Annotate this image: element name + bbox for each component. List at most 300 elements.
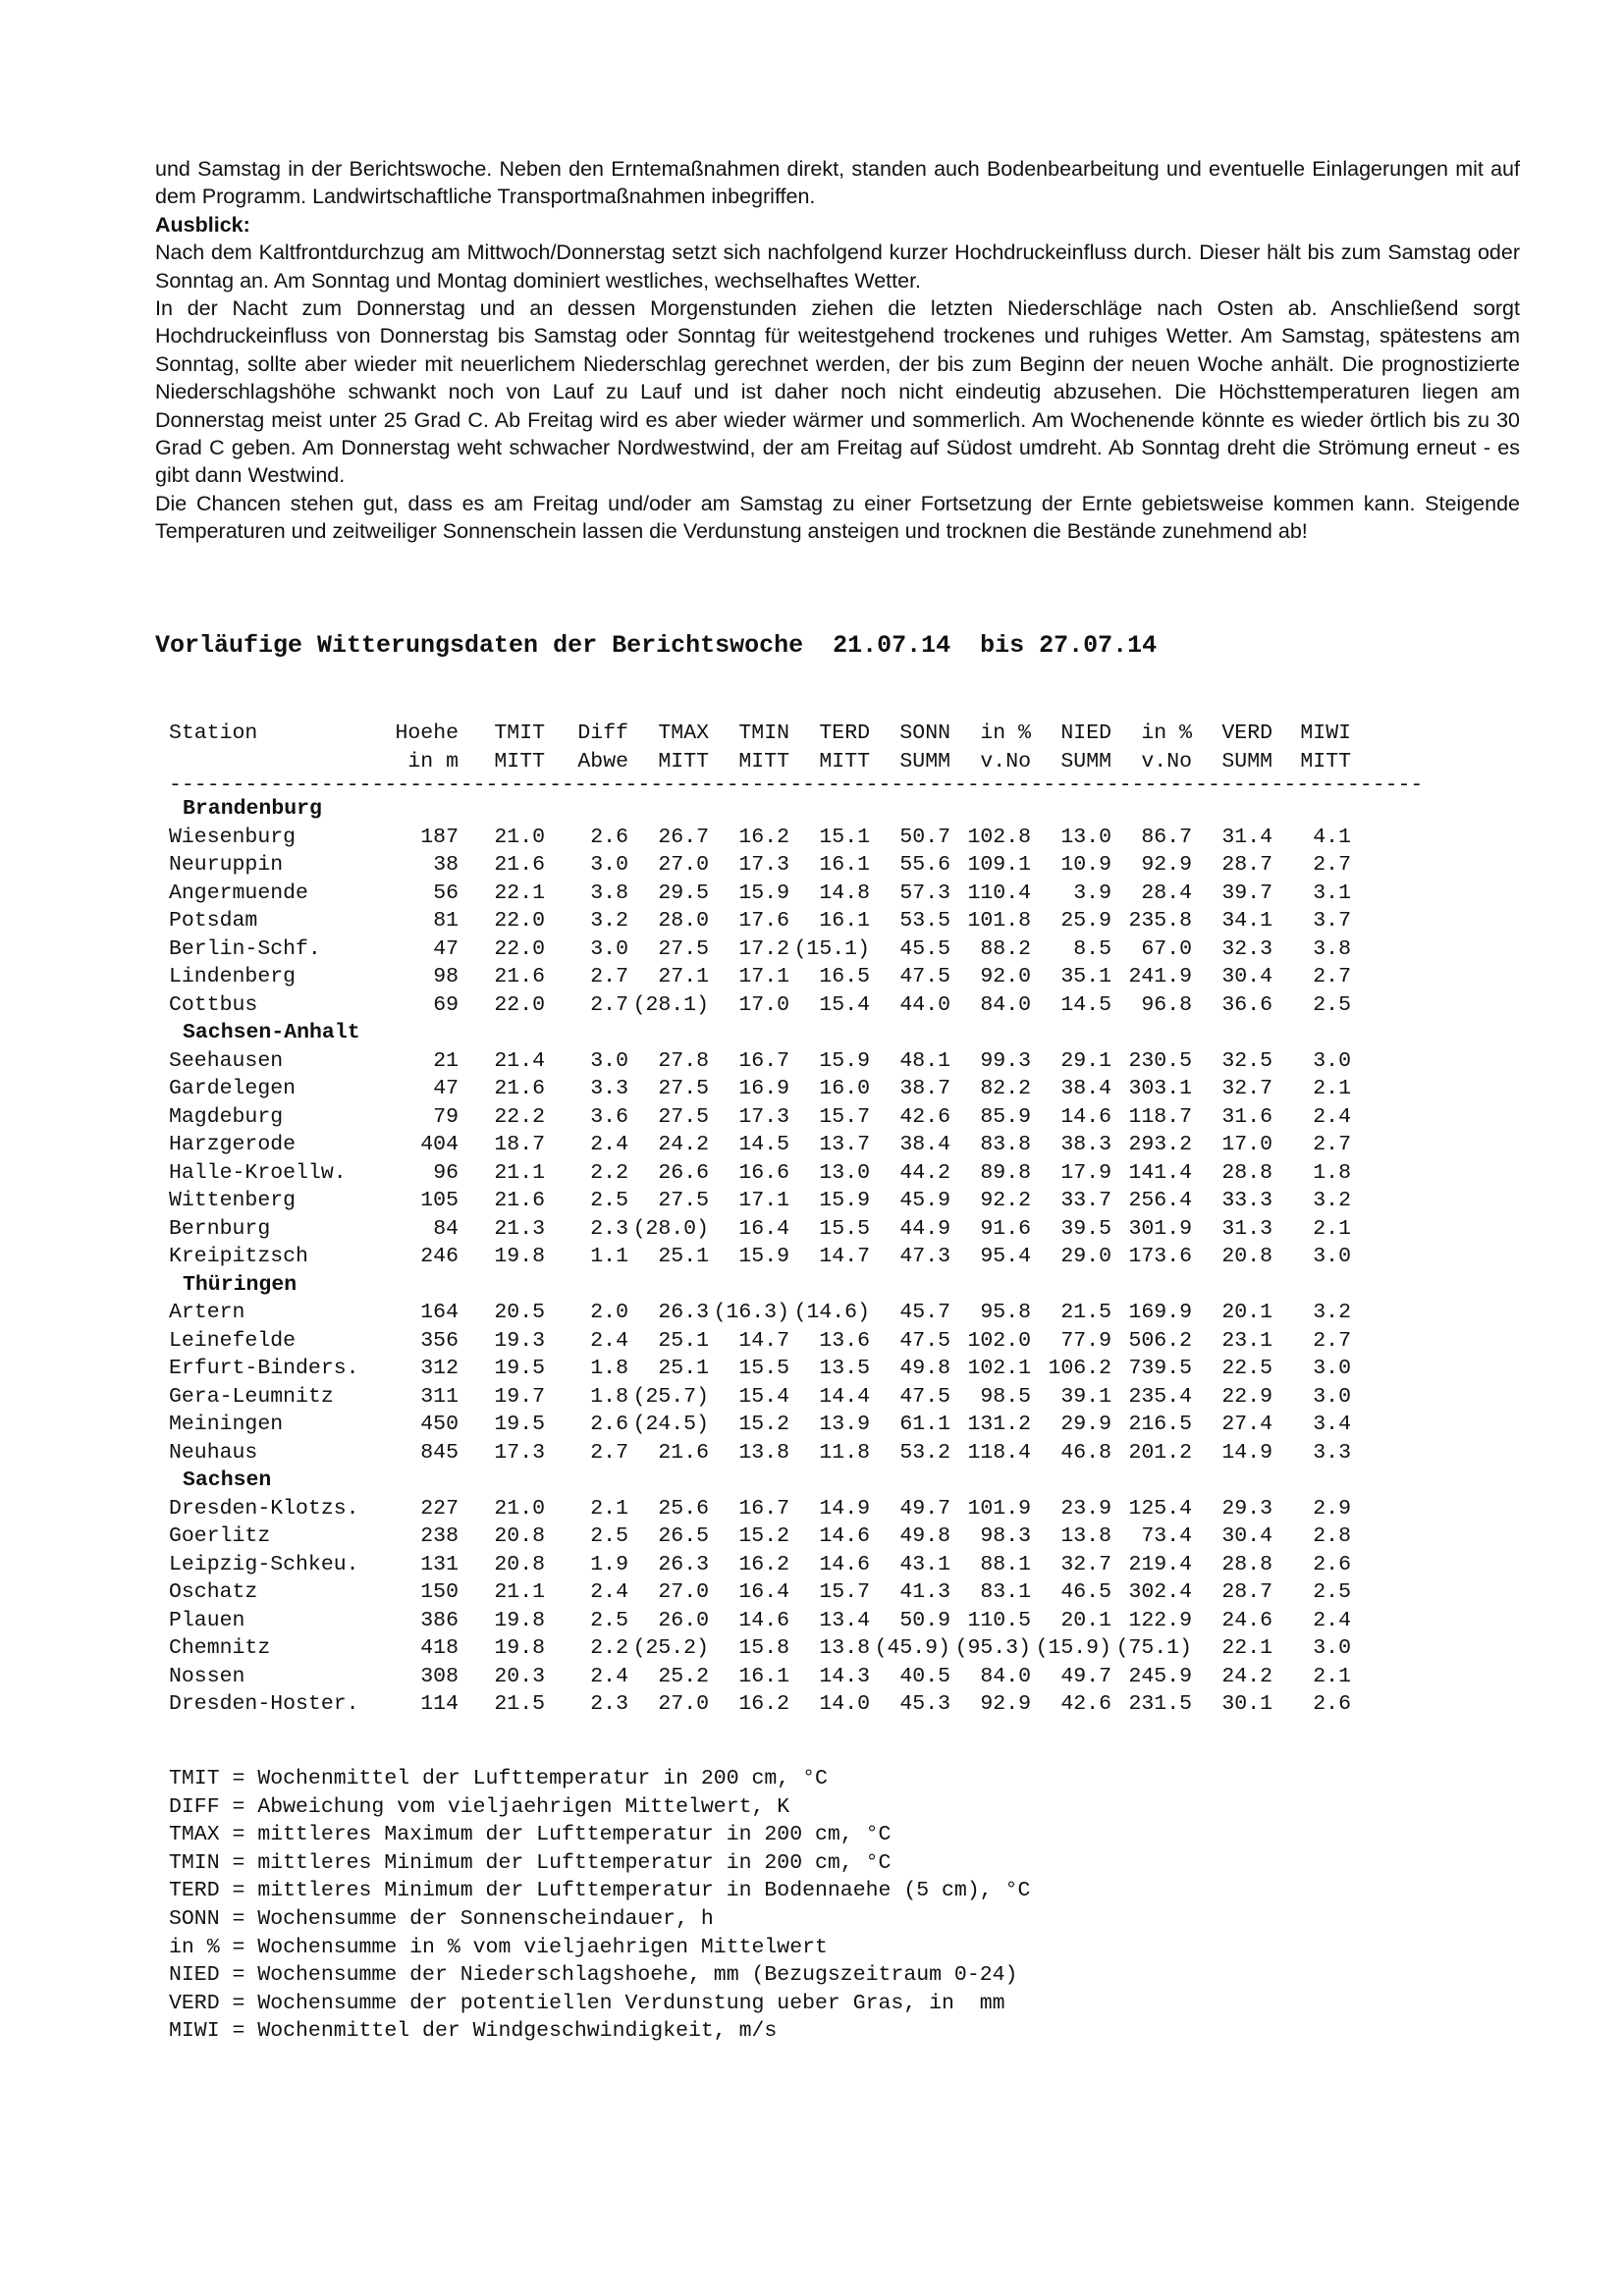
cell-sonn-pct: 101.9: [967, 1496, 1031, 1521]
cell-tmin: 15.2: [738, 1524, 789, 1548]
cell-miwi: 2.7: [1313, 965, 1351, 988]
cell-tmax: 26.3: [658, 1301, 709, 1324]
table-header-row: [169, 748, 1485, 776]
cell-sonn-pct: 102.0: [967, 1328, 1031, 1353]
cell-nied-pct: 73.4: [1141, 1524, 1192, 1548]
cell-sonn: 49.8: [899, 1357, 950, 1380]
cell-sonn-pct: 102.1: [967, 1357, 1031, 1380]
cell-tmit: 21.3: [494, 1216, 545, 1241]
cell-hoehe: 131: [420, 1552, 459, 1576]
cell-terd: MITT: [819, 749, 870, 774]
cell-verd: 28.8: [1221, 1552, 1272, 1576]
cell-hoehe: 164: [420, 1301, 459, 1324]
cell-nied: 46.5: [1060, 1580, 1111, 1604]
cell-sonn: 53.5: [899, 909, 950, 933]
cell-terd: 11.8: [819, 1440, 870, 1465]
table-row: [169, 1690, 1485, 1719]
cell-hoehe: 79: [433, 1104, 459, 1129]
cell-tmit: 22.0: [494, 992, 545, 1017]
cell-station: Oschatz: [169, 1580, 258, 1604]
cell-diff: 2.7: [590, 965, 628, 988]
cell-verd: 27.4: [1221, 1413, 1272, 1436]
cell-miwi: 3.3: [1313, 1440, 1351, 1465]
cell-hoehe: in m: [407, 749, 459, 774]
cell-miwi: 2.5: [1313, 1580, 1351, 1604]
cell-station: Wiesenburg: [169, 825, 297, 849]
cell-miwi: 2.7: [1313, 1328, 1351, 1353]
cell-tmin: 16.2: [738, 825, 789, 849]
cell-nied-pct: 118.7: [1128, 1104, 1192, 1129]
table-row: [169, 880, 1485, 908]
cell-terd: 14.8: [819, 881, 870, 905]
cell-miwi: 2.7: [1313, 853, 1351, 877]
intro-paragraph: Nach dem Kaltfrontdurchzug am Mittwoch/Donnerstag setzt sich nachfolgend kurzer Hochdruckeinfluss durch. Dieser hält bis zum Samstag oder Sonntag an. Am Sonntag und Montag dominiert westliches, wechselhaftes Wetter.: [155, 240, 1520, 293]
table-row: [169, 1522, 1485, 1551]
table-row: [169, 1551, 1485, 1579]
cell-miwi: 4.1: [1313, 825, 1351, 849]
cell-tmax: 27.1: [658, 965, 709, 988]
cell-tmin: 16.2: [738, 1552, 789, 1576]
cell-nied-pct: 241.9: [1128, 965, 1192, 988]
cell-tmin: 16.9: [738, 1077, 789, 1100]
cell-sonn: 45.9: [899, 1189, 950, 1212]
cell-tmin: 17.0: [738, 992, 789, 1017]
cell-nied: 29.9: [1060, 1413, 1111, 1436]
cell-nied-pct: 141.4: [1128, 1160, 1192, 1185]
cell-station: Gera-Leumnitz: [169, 1384, 334, 1409]
cell-hoehe: 404: [420, 1133, 459, 1156]
cell-terd: 13.6: [819, 1328, 870, 1353]
cell-tmax: 26.6: [658, 1160, 709, 1185]
cell-nied: 13.0: [1060, 825, 1111, 849]
cell-nied: 17.9: [1060, 1160, 1111, 1185]
outlook-heading: Ausblick:: [155, 212, 250, 237]
cell-station: Cottbus: [169, 992, 258, 1017]
cell-terd: 14.3: [819, 1664, 870, 1688]
cell-terd: 15.9: [819, 1048, 870, 1073]
cell-hoehe: 96: [433, 1160, 459, 1185]
cell-nied: 13.8: [1060, 1524, 1111, 1548]
cell-sonn: (45.9): [874, 1636, 950, 1660]
cell-verd: SUMM: [1221, 749, 1272, 774]
cell-verd: 36.6: [1221, 992, 1272, 1017]
table-row: [169, 1663, 1485, 1691]
table-row: [169, 963, 1485, 991]
cell-sonn-pct: 101.8: [967, 909, 1031, 933]
intro-paragraph: Die Chancen stehen gut, dass es am Freitag und/oder am Samstag zu einer Fortsetzung der Ernte gebietsweise kommen kann. Steigende Temperaturen und zeitweiliger Sonnenschein lassen die Verdunstung ansteigen und trocknen die Bestände zunehmend ab!: [155, 491, 1520, 544]
cell-sonn: 47.5: [899, 1384, 950, 1409]
cell-miwi: 2.4: [1313, 1608, 1351, 1632]
group-name: Sachsen: [183, 1468, 272, 1492]
cell-tmax: 25.1: [658, 1357, 709, 1380]
cell-nied: 49.7: [1060, 1664, 1111, 1688]
cell-tmax: (28.0): [632, 1216, 709, 1241]
cell-tmin: 14.5: [738, 1133, 789, 1156]
legend-line: TERD = mittleres Minimum der Lufttemperatur in Bodennaehe (5 cm), °C: [169, 1879, 1031, 1903]
cell-nied: 21.5: [1060, 1301, 1111, 1324]
cell-hoehe: 81: [433, 909, 459, 933]
cell-verd: 39.7: [1221, 881, 1272, 905]
cell-tmit: 19.7: [494, 1384, 545, 1409]
cell-diff: 3.8: [590, 881, 628, 905]
table-row: [169, 991, 1485, 1020]
table-title: Vorläufige Witterungsdaten der Berichtswoche 21.07.14 bis 27.07.14: [155, 631, 1158, 660]
cell-tmin: 17.2: [738, 936, 789, 961]
cell-diff: 2.4: [590, 1664, 628, 1688]
table-row: [169, 1075, 1485, 1103]
cell-station: Goerlitz: [169, 1524, 271, 1548]
cell-tmax: 27.5: [658, 936, 709, 961]
cell-sonn-pct: 92.2: [980, 1189, 1031, 1212]
cell-tmax: 25.6: [658, 1496, 709, 1521]
cell-tmax: TMAX: [658, 721, 709, 745]
cell-nied: 14.6: [1060, 1104, 1111, 1129]
cell-tmit: 19.3: [494, 1328, 545, 1353]
cell-diff: 2.4: [590, 1328, 628, 1353]
cell-sonn-pct: 131.2: [967, 1413, 1031, 1436]
cell-sonn: 48.1: [899, 1048, 950, 1073]
cell-tmax: 25.2: [658, 1664, 709, 1688]
table-row: [169, 907, 1485, 935]
cell-hoehe: 187: [420, 825, 459, 849]
table-row: [169, 1187, 1485, 1215]
cell-station: Wittenberg: [169, 1189, 297, 1212]
cell-nied-pct: 245.9: [1128, 1664, 1192, 1688]
cell-nied-pct: 302.4: [1128, 1580, 1192, 1604]
cell-verd: 31.4: [1221, 825, 1272, 849]
cell-station: Neuhaus: [169, 1440, 258, 1465]
cell-verd: 29.3: [1221, 1496, 1272, 1521]
cell-sonn: 49.8: [899, 1524, 950, 1548]
cell-tmit: 21.6: [494, 965, 545, 988]
cell-hoehe: 114: [420, 1692, 459, 1716]
table-row: [169, 1411, 1485, 1439]
cell-miwi: 2.4: [1313, 1104, 1351, 1129]
cell-nied-pct: 230.5: [1128, 1048, 1192, 1073]
cell-sonn-pct: 109.1: [967, 853, 1031, 877]
cell-nied: 25.9: [1060, 909, 1111, 933]
table-row: [169, 1634, 1485, 1663]
cell-hoehe: 311: [420, 1384, 459, 1409]
cell-verd: 34.1: [1221, 909, 1272, 933]
cell-tmin: (16.3): [713, 1301, 789, 1324]
cell-hoehe: 845: [420, 1440, 459, 1465]
cell-sonn: 53.2: [899, 1440, 950, 1465]
cell-nied: 38.3: [1060, 1133, 1111, 1156]
cell-tmin: 16.1: [738, 1664, 789, 1688]
cell-sonn-pct: 98.3: [980, 1524, 1031, 1548]
table-row: [169, 1355, 1485, 1383]
cell-nied-pct: 739.5: [1128, 1357, 1192, 1380]
cell-station: Kreipitzsch: [169, 1245, 308, 1268]
cell-nied: 10.9: [1060, 853, 1111, 877]
cell-tmit: 22.0: [494, 909, 545, 933]
cell-verd: 20.8: [1221, 1245, 1272, 1268]
cell-nied: 106.2: [1048, 1357, 1111, 1380]
cell-sonn-pct: 98.5: [980, 1384, 1031, 1409]
cell-sonn-pct: in %: [980, 721, 1031, 745]
cell-sonn-pct: 84.0: [980, 1664, 1031, 1688]
cell-station: Erfurt-Binders.: [169, 1357, 359, 1380]
cell-hoehe: 56: [433, 881, 459, 905]
legend-line: VERD = Wochensumme der potentiellen Verdunstung ueber Gras, in mm: [169, 1991, 1005, 2015]
cell-sonn-pct: 118.4: [967, 1440, 1031, 1465]
cell-miwi: 3.7: [1313, 909, 1351, 933]
cell-sonn: 43.1: [899, 1552, 950, 1576]
cell-tmax: 24.2: [658, 1133, 709, 1156]
cell-sonn-pct: 99.3: [980, 1048, 1031, 1073]
table-row: [169, 1578, 1485, 1607]
cell-station: Meiningen: [169, 1413, 284, 1436]
cell-verd: 31.6: [1221, 1104, 1272, 1129]
cell-miwi: 2.6: [1313, 1552, 1351, 1576]
cell-nied-pct: 86.7: [1141, 825, 1192, 849]
table-row: [169, 824, 1485, 852]
cell-sonn-pct: 95.4: [980, 1245, 1031, 1268]
cell-station: Magdeburg: [169, 1104, 284, 1129]
cell-verd: 14.9: [1221, 1440, 1272, 1465]
cell-tmit: 19.5: [494, 1357, 545, 1380]
cell-miwi: 3.0: [1313, 1636, 1351, 1660]
cell-tmit: 19.5: [494, 1413, 545, 1436]
cell-verd: 30.4: [1221, 1524, 1272, 1548]
cell-miwi: 2.1: [1313, 1077, 1351, 1100]
cell-tmit: 20.5: [494, 1301, 545, 1324]
cell-hoehe: 47: [433, 936, 459, 961]
cell-sonn: 49.7: [899, 1496, 950, 1521]
cell-terd: 13.0: [819, 1160, 870, 1185]
cell-hoehe: 38: [433, 853, 459, 877]
cell-terd: (15.1): [793, 936, 870, 961]
cell-sonn: 42.6: [899, 1104, 950, 1129]
cell-tmin: 15.5: [738, 1357, 789, 1380]
cell-verd: 22.9: [1221, 1384, 1272, 1409]
cell-nied: 33.7: [1060, 1189, 1111, 1212]
cell-tmit: 22.2: [494, 1104, 545, 1129]
legend-line: SONN = Wochensumme der Sonnenscheindauer, h: [169, 1906, 714, 1931]
cell-terd: 15.7: [819, 1580, 870, 1604]
cell-nied: SUMM: [1060, 749, 1111, 774]
cell-diff: 1.9: [590, 1552, 628, 1576]
cell-nied: 38.4: [1060, 1077, 1111, 1100]
cell-diff: 2.5: [590, 1189, 628, 1212]
cell-sonn-pct: 92.0: [980, 965, 1031, 988]
table-separator: ---------------------------------------------------------------------------------------------------: [169, 775, 1424, 795]
cell-terd: 15.1: [819, 825, 870, 849]
cell-nied-pct: 169.9: [1128, 1301, 1192, 1324]
cell-tmin: 13.8: [738, 1440, 789, 1465]
cell-nied-pct: 67.0: [1141, 936, 1192, 961]
cell-diff: 2.3: [590, 1216, 628, 1241]
cell-sonn-pct: 95.8: [980, 1301, 1031, 1324]
cell-tmin: 17.3: [738, 1104, 789, 1129]
cell-tmin: 16.4: [738, 1216, 789, 1241]
cell-sonn-pct: 84.0: [980, 992, 1031, 1017]
cell-tmax: 27.5: [658, 1189, 709, 1212]
cell-nied-pct: 28.4: [1141, 881, 1192, 905]
cell-sonn: 47.5: [899, 965, 950, 988]
cell-verd: 30.1: [1221, 1692, 1272, 1716]
intro-text: [155, 155, 1520, 546]
cell-diff: Diff: [577, 721, 628, 745]
cell-nied-pct: 506.2: [1128, 1328, 1192, 1353]
cell-terd: 15.7: [819, 1104, 870, 1129]
table-row: [169, 1299, 1485, 1327]
cell-hoehe: 246: [420, 1245, 459, 1268]
cell-sonn-pct: 92.9: [980, 1692, 1031, 1716]
cell-tmit: 20.3: [494, 1664, 545, 1688]
cell-hoehe: 386: [420, 1608, 459, 1632]
cell-miwi: 3.0: [1313, 1357, 1351, 1380]
cell-terd: 14.9: [819, 1496, 870, 1521]
cell-diff: 2.2: [590, 1160, 628, 1185]
table-row: [169, 851, 1485, 880]
legend-line: in % = Wochensumme in % vom vieljaehrigen Mittelwert: [169, 1935, 828, 1959]
cell-verd: 22.5: [1221, 1357, 1272, 1380]
group-name: Thüringen: [183, 1272, 298, 1297]
cell-station: Angermuende: [169, 881, 308, 905]
cell-nied: 42.6: [1060, 1692, 1111, 1716]
cell-nied: 77.9: [1060, 1328, 1111, 1353]
cell-nied-pct: 92.9: [1141, 853, 1192, 877]
cell-terd: 16.1: [819, 909, 870, 933]
group-name: Brandenburg: [183, 797, 322, 821]
cell-tmit: 20.8: [494, 1524, 545, 1548]
cell-tmit: 21.0: [494, 1496, 545, 1521]
table-row: [169, 1103, 1485, 1132]
cell-nied-pct: (75.1): [1115, 1636, 1192, 1660]
cell-terd: (14.6): [793, 1301, 870, 1324]
cell-hoehe: 105: [420, 1189, 459, 1212]
legend-line: NIED = Wochensumme der Niederschlagshoehe, mm (Bezugszeitraum 0-24): [169, 1963, 1018, 1988]
cell-tmax: 27.0: [658, 1692, 709, 1716]
cell-verd: 32.3: [1221, 936, 1272, 961]
cell-tmax: (25.7): [632, 1384, 709, 1409]
cell-tmin: 16.4: [738, 1580, 789, 1604]
cell-hoehe: 47: [433, 1077, 459, 1100]
cell-sonn: 41.3: [899, 1580, 950, 1604]
cell-sonn-pct: (95.3): [954, 1636, 1031, 1660]
cell-tmax: 26.5: [658, 1524, 709, 1548]
cell-sonn-pct: 89.8: [980, 1160, 1031, 1185]
cell-nied: 20.1: [1060, 1608, 1111, 1632]
cell-tmin: 16.7: [738, 1048, 789, 1073]
cell-sonn: 38.4: [899, 1133, 950, 1156]
cell-tmax: 21.6: [658, 1440, 709, 1465]
cell-station: Halle-Kroellw.: [169, 1160, 347, 1185]
table-row: [169, 1131, 1485, 1159]
cell-tmax: 27.0: [658, 853, 709, 877]
cell-terd: TERD: [819, 721, 870, 745]
cell-terd: 14.0: [819, 1692, 870, 1716]
cell-tmax: 26.0: [658, 1608, 709, 1632]
cell-miwi: 3.0: [1313, 1245, 1351, 1268]
cell-diff: 1.8: [590, 1357, 628, 1380]
cell-tmin: 14.6: [738, 1608, 789, 1632]
cell-verd: 22.1: [1221, 1636, 1272, 1660]
cell-sonn-pct: 83.1: [980, 1580, 1031, 1604]
cell-tmax: 27.8: [658, 1048, 709, 1073]
cell-nied-pct: 125.4: [1128, 1496, 1192, 1521]
cell-miwi: 3.0: [1313, 1048, 1351, 1073]
cell-nied: 32.7: [1060, 1552, 1111, 1576]
cell-diff: 3.2: [590, 909, 628, 933]
cell-hoehe: 21: [433, 1048, 459, 1073]
cell-hoehe: Hoehe: [395, 721, 459, 745]
table-row: [169, 1047, 1485, 1076]
cell-diff: 3.6: [590, 1104, 628, 1129]
table-group-header: [169, 1467, 1485, 1495]
cell-nied: 29.1: [1060, 1048, 1111, 1073]
cell-station: Bernburg: [169, 1216, 271, 1241]
cell-hoehe: 308: [420, 1664, 459, 1688]
cell-nied-pct: 96.8: [1141, 992, 1192, 1017]
cell-hoehe: 84: [433, 1216, 459, 1241]
cell-verd: 32.7: [1221, 1077, 1272, 1100]
cell-hoehe: 418: [420, 1636, 459, 1660]
table-header-row: [169, 720, 1485, 748]
intro-paragraph: In der Nacht zum Donnerstag und an dessen Morgenstunden ziehen die letzten Niederschläge nach Osten ab. Anschließend sorgt Hochdruckeinfluss von Donnerstag bis Samstag oder Sonntag für weitestgehend trockenes und ruhiges Wetter. Am Samstag, spätestens am Sonntag, sollte aber wieder mit neuerlichem Niederschlag gerechnet werden, der bis zum Beginn der neuen Woche anhält. Die prognostizierte Niederschlagshöhe schwankt noch von Lauf zu Lauf und ist daher noch nicht eindeutig abzusehen. Die Höchsttemperaturen liegen am Donnerstag meist unter 25 Grad C. Ab Freitag wird es aber wieder wärmer und sommerlich. Am Wochenende könnte es wieder örtlich bis zu 30 Grad C geben. Am Donnerstag weht schwacher Nordwestwind, der am Freitag auf Südost umdreht. Ab Sonntag dreht die Strömung erneut - es gibt dann Westwind.: [155, 296, 1520, 488]
cell-tmin: 15.9: [738, 881, 789, 905]
cell-verd: 32.5: [1221, 1048, 1272, 1073]
cell-station: Leinefelde: [169, 1328, 297, 1353]
cell-terd: 14.6: [819, 1524, 870, 1548]
cell-sonn: SUMM: [899, 749, 950, 774]
cell-sonn: 40.5: [899, 1664, 950, 1688]
cell-terd: 16.5: [819, 965, 870, 988]
cell-nied: 39.1: [1060, 1384, 1111, 1409]
cell-nied-pct: 201.2: [1128, 1440, 1192, 1465]
cell-nied: 8.5: [1073, 936, 1111, 961]
cell-terd: 15.9: [819, 1189, 870, 1212]
cell-miwi: MIWI: [1300, 721, 1351, 745]
cell-diff: 2.7: [590, 1440, 628, 1465]
cell-tmax: 26.7: [658, 825, 709, 849]
cell-tmit: 21.0: [494, 825, 545, 849]
cell-miwi: 2.7: [1313, 1133, 1351, 1156]
cell-nied: 14.5: [1060, 992, 1111, 1017]
legend: [169, 1765, 1030, 2046]
cell-tmax: 28.0: [658, 909, 709, 933]
cell-verd: 24.6: [1221, 1608, 1272, 1632]
cell-station: Chemnitz: [169, 1636, 271, 1660]
cell-tmit: MITT: [494, 749, 545, 774]
cell-hoehe: 98: [433, 965, 459, 988]
cell-miwi: 2.5: [1313, 992, 1351, 1017]
cell-diff: 2.3: [590, 1692, 628, 1716]
cell-sonn-pct: 83.8: [980, 1133, 1031, 1156]
cell-tmin: 16.6: [738, 1160, 789, 1185]
cell-tmin: 15.4: [738, 1384, 789, 1409]
cell-sonn: 44.9: [899, 1216, 950, 1241]
cell-nied-pct: 231.5: [1128, 1692, 1192, 1716]
cell-hoehe: 227: [420, 1496, 459, 1521]
cell-sonn-pct: 102.8: [967, 825, 1031, 849]
cell-nied: (15.9): [1035, 1636, 1111, 1660]
cell-sonn-pct: 88.2: [980, 936, 1031, 961]
cell-terd: 13.5: [819, 1357, 870, 1380]
cell-nied-pct: 219.4: [1128, 1552, 1192, 1576]
cell-terd: 13.4: [819, 1608, 870, 1632]
cell-station: Lindenberg: [169, 965, 297, 988]
cell-nied-pct: 293.2: [1128, 1133, 1192, 1156]
cell-miwi: 2.9: [1313, 1496, 1351, 1521]
cell-tmin: 15.8: [738, 1636, 789, 1660]
cell-miwi: 3.4: [1313, 1413, 1351, 1436]
cell-nied-pct: 301.9: [1128, 1216, 1192, 1241]
cell-diff: 2.2: [590, 1636, 628, 1660]
cell-tmin: 16.7: [738, 1496, 789, 1521]
